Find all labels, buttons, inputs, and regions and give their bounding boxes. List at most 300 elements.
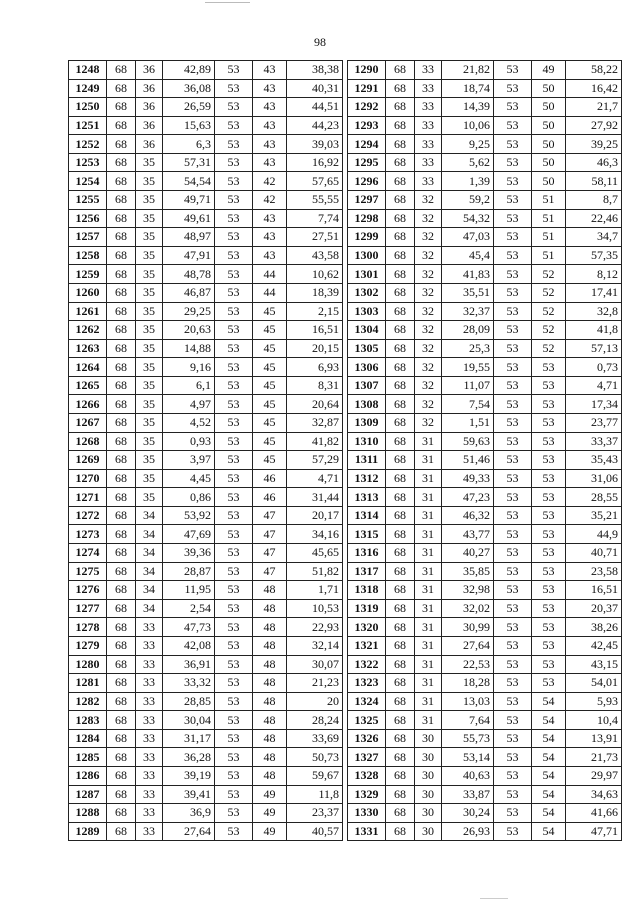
- table-cell: 44,23: [287, 116, 343, 135]
- table-cell: 34,63: [566, 785, 622, 804]
- table-row: [348, 321, 622, 340]
- table-cell: 68: [107, 804, 136, 823]
- table-cell: 25,3: [442, 339, 494, 358]
- table-row: [69, 209, 343, 228]
- table-cell: 11,07: [442, 376, 494, 395]
- table-cell: 16,92: [287, 153, 343, 172]
- table-row: [348, 488, 622, 507]
- table-cell: 43: [253, 228, 287, 247]
- table-cell: 48: [253, 711, 287, 730]
- point-number-cell: 1279: [69, 636, 107, 655]
- table-cell: 20,37: [566, 599, 622, 618]
- table-cell: 31,17: [163, 729, 215, 748]
- table-cell: 35: [136, 172, 163, 191]
- table-cell: 35,21: [566, 506, 622, 525]
- point-number-cell: 1280: [69, 655, 107, 674]
- table-cell: 53: [494, 618, 532, 637]
- table-cell: 6,3: [163, 135, 215, 154]
- table-cell: 53: [532, 451, 566, 470]
- table-cell: 51: [532, 209, 566, 228]
- table-cell: 53: [215, 729, 253, 748]
- point-number-cell: 1323: [348, 674, 386, 693]
- table-cell: 53: [494, 358, 532, 377]
- table-row: [69, 265, 343, 284]
- point-number-cell: 1252: [69, 135, 107, 154]
- table-cell: 36,9: [163, 804, 215, 823]
- table-row: [348, 804, 622, 823]
- table-cell: 21,73: [566, 748, 622, 767]
- table-cell: 53: [532, 581, 566, 600]
- table-cell: 33: [136, 655, 163, 674]
- table-cell: 54: [532, 692, 566, 711]
- table-cell: 53: [215, 135, 253, 154]
- point-number-cell: 1312: [348, 469, 386, 488]
- point-number-cell: 1287: [69, 785, 107, 804]
- table-row: [348, 525, 622, 544]
- point-number-cell: 1326: [348, 729, 386, 748]
- point-number-cell: 1267: [69, 413, 107, 432]
- table-cell: 47,03: [442, 228, 494, 247]
- table-cell: 49: [253, 822, 287, 841]
- table-cell: 55,55: [287, 191, 343, 210]
- table-cell: 33: [415, 116, 442, 135]
- table-cell: 39,19: [163, 766, 215, 785]
- table-cell: 30: [415, 804, 442, 823]
- table-cell: 48: [253, 766, 287, 785]
- table-cell: 53: [215, 804, 253, 823]
- table-cell: 68: [107, 469, 136, 488]
- point-number-cell: 1331: [348, 822, 386, 841]
- table-cell: 35: [136, 209, 163, 228]
- point-number-cell: 1257: [69, 228, 107, 247]
- table-cell: 68: [107, 451, 136, 470]
- point-number-cell: 1289: [69, 822, 107, 841]
- table-row: [69, 172, 343, 191]
- table-cell: 53: [215, 228, 253, 247]
- table-cell: 68: [107, 766, 136, 785]
- table-cell: 20,64: [287, 395, 343, 414]
- table-cell: 53: [532, 655, 566, 674]
- table-cell: 20,15: [287, 339, 343, 358]
- point-number-cell: 1278: [69, 618, 107, 637]
- table-cell: 30,07: [287, 655, 343, 674]
- table-cell: 53: [215, 172, 253, 191]
- table-cell: 68: [107, 599, 136, 618]
- point-number-cell: 1299: [348, 228, 386, 247]
- table-cell: 33: [136, 674, 163, 693]
- table-cell: 32: [415, 376, 442, 395]
- point-number-cell: 1285: [69, 748, 107, 767]
- table-cell: 68: [386, 506, 415, 525]
- table-cell: 68: [386, 581, 415, 600]
- point-number-cell: 1283: [69, 711, 107, 730]
- table-cell: 47,23: [442, 488, 494, 507]
- table-cell: 0,93: [163, 432, 215, 451]
- point-number-cell: 1305: [348, 339, 386, 358]
- point-number-cell: 1306: [348, 358, 386, 377]
- point-number-cell: 1296: [348, 172, 386, 191]
- table-cell: 10,06: [442, 116, 494, 135]
- table-cell: 52: [532, 339, 566, 358]
- table-cell: 30: [415, 822, 442, 841]
- table-cell: 68: [107, 209, 136, 228]
- table-cell: 57,65: [287, 172, 343, 191]
- table-cell: 68: [386, 135, 415, 154]
- table-cell: 39,41: [163, 785, 215, 804]
- point-number-cell: 1260: [69, 283, 107, 302]
- table-cell: 41,83: [442, 265, 494, 284]
- table-cell: 32: [415, 283, 442, 302]
- table-row: [69, 395, 343, 414]
- table-cell: 45: [253, 432, 287, 451]
- table-cell: 47,71: [566, 822, 622, 841]
- table-cell: 44: [253, 283, 287, 302]
- table-cell: 36: [136, 61, 163, 80]
- table-row: [69, 692, 343, 711]
- table-cell: 68: [386, 748, 415, 767]
- point-number-cell: 1294: [348, 135, 386, 154]
- table-cell: 53: [494, 395, 532, 414]
- table-cell: 53: [215, 116, 253, 135]
- table-cell: 40,31: [287, 79, 343, 98]
- point-number-cell: 1263: [69, 339, 107, 358]
- table-cell: 45: [253, 321, 287, 340]
- table-cell: 68: [107, 265, 136, 284]
- table-cell: 54: [532, 785, 566, 804]
- table-cell: 31: [415, 581, 442, 600]
- table-cell: 35: [136, 246, 163, 265]
- table-cell: 68: [107, 302, 136, 321]
- table-cell: 43,77: [442, 525, 494, 544]
- table-cell: 53: [494, 116, 532, 135]
- table-cell: 49,33: [442, 469, 494, 488]
- table-cell: 42,08: [163, 636, 215, 655]
- table-cell: 53: [215, 525, 253, 544]
- point-number-cell: 1313: [348, 488, 386, 507]
- table-cell: 48: [253, 692, 287, 711]
- table-cell: 53: [215, 432, 253, 451]
- table-cell: 42: [253, 191, 287, 210]
- table-cell: 53: [532, 358, 566, 377]
- table-cell: 6,1: [163, 376, 215, 395]
- table-cell: 48: [253, 618, 287, 637]
- table-cell: 53: [215, 636, 253, 655]
- table-cell: 68: [386, 804, 415, 823]
- table-cell: 50: [532, 79, 566, 98]
- table-cell: 51: [532, 228, 566, 247]
- table-cell: 4,97: [163, 395, 215, 414]
- table-cell: 68: [386, 283, 415, 302]
- table-cell: 48: [253, 655, 287, 674]
- table-cell: 9,16: [163, 358, 215, 377]
- table-cell: 43: [253, 116, 287, 135]
- table-row: [348, 283, 622, 302]
- table-cell: 42: [253, 172, 287, 191]
- table-cell: 32,37: [442, 302, 494, 321]
- table-cell: 52: [532, 283, 566, 302]
- table-cell: 33: [136, 636, 163, 655]
- table-cell: 68: [386, 116, 415, 135]
- point-number-cell: 1275: [69, 562, 107, 581]
- table-cell: 20,63: [163, 321, 215, 340]
- table-row: [69, 283, 343, 302]
- table-cell: 52: [532, 302, 566, 321]
- table-cell: 68: [386, 766, 415, 785]
- table-cell: 35: [136, 302, 163, 321]
- table-cell: 35: [136, 413, 163, 432]
- table-row: [348, 265, 622, 284]
- table-cell: 49: [532, 61, 566, 80]
- table-cell: 53: [532, 599, 566, 618]
- table-cell: 36: [136, 79, 163, 98]
- point-number-cell: 1297: [348, 191, 386, 210]
- table-cell: 41,66: [566, 804, 622, 823]
- table-cell: 45: [253, 302, 287, 321]
- table-row: [69, 98, 343, 117]
- table-cell: 68: [107, 432, 136, 451]
- table-cell: 53: [532, 618, 566, 637]
- table-cell: 68: [386, 674, 415, 693]
- table-cell: 44,51: [287, 98, 343, 117]
- table-cell: 0,86: [163, 488, 215, 507]
- table-row: [69, 302, 343, 321]
- table-cell: 68: [386, 729, 415, 748]
- table-cell: 53: [215, 692, 253, 711]
- table-cell: 68: [386, 785, 415, 804]
- table-cell: 32: [415, 265, 442, 284]
- table-cell: 45: [253, 358, 287, 377]
- table-cell: 68: [386, 469, 415, 488]
- table-cell: 13,03: [442, 692, 494, 711]
- table-cell: 36,08: [163, 79, 215, 98]
- point-number-cell: 1303: [348, 302, 386, 321]
- table-cell: 47,91: [163, 246, 215, 265]
- table-cell: 68: [107, 655, 136, 674]
- table-cell: 43: [253, 153, 287, 172]
- table-cell: 43: [253, 135, 287, 154]
- table-cell: 27,92: [566, 116, 622, 135]
- table-cell: 53: [215, 599, 253, 618]
- table-cell: 10,53: [287, 599, 343, 618]
- table-cell: 53: [532, 544, 566, 563]
- table-row: [348, 599, 622, 618]
- table-cell: 39,36: [163, 544, 215, 563]
- table-cell: 49,71: [163, 191, 215, 210]
- table-cell: 54: [532, 711, 566, 730]
- table-row: [348, 711, 622, 730]
- point-number-cell: 1320: [348, 618, 386, 637]
- table-cell: 53: [215, 283, 253, 302]
- table-cell: 27,51: [287, 228, 343, 247]
- table-cell: 53: [494, 302, 532, 321]
- table-cell: 3,97: [163, 451, 215, 470]
- table-cell: 68: [107, 135, 136, 154]
- table-cell: 34: [136, 506, 163, 525]
- table-cell: 48: [253, 674, 287, 693]
- table-cell: 33: [136, 766, 163, 785]
- table-cell: 22,46: [566, 209, 622, 228]
- point-number-cell: 1290: [348, 61, 386, 80]
- table-cell: 31: [415, 674, 442, 693]
- table-cell: 45: [253, 376, 287, 395]
- table-cell: 68: [107, 618, 136, 637]
- table-row: [69, 321, 343, 340]
- table-cell: 48: [253, 729, 287, 748]
- coordinates-table-left: [68, 60, 343, 841]
- table-cell: 48: [253, 748, 287, 767]
- table-cell: 18,28: [442, 674, 494, 693]
- table-row: [69, 116, 343, 135]
- table-cell: 53: [215, 711, 253, 730]
- table-cell: 48,78: [163, 265, 215, 284]
- table-cell: 57,31: [163, 153, 215, 172]
- table-cell: 2,54: [163, 599, 215, 618]
- table-row: [348, 153, 622, 172]
- point-number-cell: 1322: [348, 655, 386, 674]
- table-cell: 50: [532, 98, 566, 117]
- point-number-cell: 1264: [69, 358, 107, 377]
- table-row: [69, 581, 343, 600]
- table-cell: 35,51: [442, 283, 494, 302]
- table-cell: 68: [386, 358, 415, 377]
- table-cell: 32: [415, 395, 442, 414]
- point-number-cell: 1259: [69, 265, 107, 284]
- table-cell: 68: [386, 636, 415, 655]
- table-cell: 30: [415, 748, 442, 767]
- table-cell: 68: [107, 283, 136, 302]
- table-cell: 68: [107, 153, 136, 172]
- table-row: [69, 562, 343, 581]
- table-cell: 31: [415, 506, 442, 525]
- table-cell: 50: [532, 153, 566, 172]
- table-cell: 68: [386, 432, 415, 451]
- top-scan-line: [205, 2, 250, 3]
- table-cell: 58,11: [566, 172, 622, 191]
- table-row: [348, 116, 622, 135]
- table-cell: 68: [107, 822, 136, 841]
- point-number-cell: 1298: [348, 209, 386, 228]
- table-row: [69, 618, 343, 637]
- table-cell: 68: [386, 599, 415, 618]
- table-row: [348, 228, 622, 247]
- table-cell: 68: [107, 339, 136, 358]
- table-row: [69, 711, 343, 730]
- table-row: [69, 822, 343, 841]
- table-cell: 32: [415, 191, 442, 210]
- table-cell: 13,91: [566, 729, 622, 748]
- table-row: [69, 191, 343, 210]
- table-cell: 53: [494, 246, 532, 265]
- point-number-cell: 1301: [348, 265, 386, 284]
- table-cell: 26,93: [442, 822, 494, 841]
- table-cell: 68: [107, 61, 136, 80]
- table-cell: 32: [415, 339, 442, 358]
- table-cell: 53: [215, 153, 253, 172]
- table-row: [348, 339, 622, 358]
- point-number-cell: 1307: [348, 376, 386, 395]
- point-number-cell: 1304: [348, 321, 386, 340]
- table-cell: 68: [386, 61, 415, 80]
- point-number-cell: 1315: [348, 525, 386, 544]
- table-cell: 53: [215, 544, 253, 563]
- point-number-cell: 1262: [69, 321, 107, 340]
- table-cell: 53: [494, 172, 532, 191]
- table-cell: 31: [415, 469, 442, 488]
- table-cell: 68: [386, 302, 415, 321]
- point-number-cell: 1268: [69, 432, 107, 451]
- table-row: [348, 692, 622, 711]
- table-cell: 68: [107, 562, 136, 581]
- table-cell: 42,45: [566, 636, 622, 655]
- table-cell: 47: [253, 525, 287, 544]
- table-cell: 68: [107, 544, 136, 563]
- table-row: [348, 562, 622, 581]
- table-cell: 68: [386, 655, 415, 674]
- table-cell: 33: [136, 618, 163, 637]
- table-cell: 53: [494, 191, 532, 210]
- table-cell: 68: [107, 488, 136, 507]
- table-cell: 39,25: [566, 135, 622, 154]
- table-cell: 53: [215, 321, 253, 340]
- table-cell: 68: [386, 822, 415, 841]
- table-cell: 33: [136, 729, 163, 748]
- table-row: [348, 748, 622, 767]
- table-cell: 7,74: [287, 209, 343, 228]
- table-cell: 34: [136, 562, 163, 581]
- table-cell: 51: [532, 246, 566, 265]
- bottom-scan-line: [480, 898, 508, 899]
- table-cell: 68: [107, 748, 136, 767]
- table-cell: 50,73: [287, 748, 343, 767]
- table-cell: 34: [136, 599, 163, 618]
- table-cell: 38,38: [287, 61, 343, 80]
- table-cell: 68: [386, 228, 415, 247]
- table-cell: 7,64: [442, 711, 494, 730]
- table-cell: 68: [107, 191, 136, 210]
- table-cell: 20: [287, 692, 343, 711]
- table-cell: 53: [215, 506, 253, 525]
- table-cell: 53: [494, 135, 532, 154]
- table-cell: 45: [253, 339, 287, 358]
- table-cell: 28,85: [163, 692, 215, 711]
- table-cell: 43: [253, 209, 287, 228]
- table-cell: 43: [253, 79, 287, 98]
- point-number-cell: 1272: [69, 506, 107, 525]
- table-cell: 51,46: [442, 451, 494, 470]
- table-cell: 68: [386, 395, 415, 414]
- table-cell: 14,39: [442, 98, 494, 117]
- table-row: [348, 209, 622, 228]
- table-cell: 46: [253, 469, 287, 488]
- table-cell: 45,65: [287, 544, 343, 563]
- table-cell: 53: [494, 209, 532, 228]
- table-cell: 32: [415, 209, 442, 228]
- point-number-cell: 1281: [69, 674, 107, 693]
- point-number-cell: 1254: [69, 172, 107, 191]
- table-cell: 49: [253, 804, 287, 823]
- table-cell: 68: [107, 674, 136, 693]
- table-cell: 53: [215, 358, 253, 377]
- table-cell: 53: [532, 413, 566, 432]
- table-cell: 53: [215, 61, 253, 80]
- table-cell: 36,91: [163, 655, 215, 674]
- table-cell: 53: [215, 655, 253, 674]
- table-cell: 31: [415, 432, 442, 451]
- table-cell: 40,71: [566, 544, 622, 563]
- table-cell: 32,02: [442, 599, 494, 618]
- table-cell: 35: [136, 395, 163, 414]
- point-number-cell: 1329: [348, 785, 386, 804]
